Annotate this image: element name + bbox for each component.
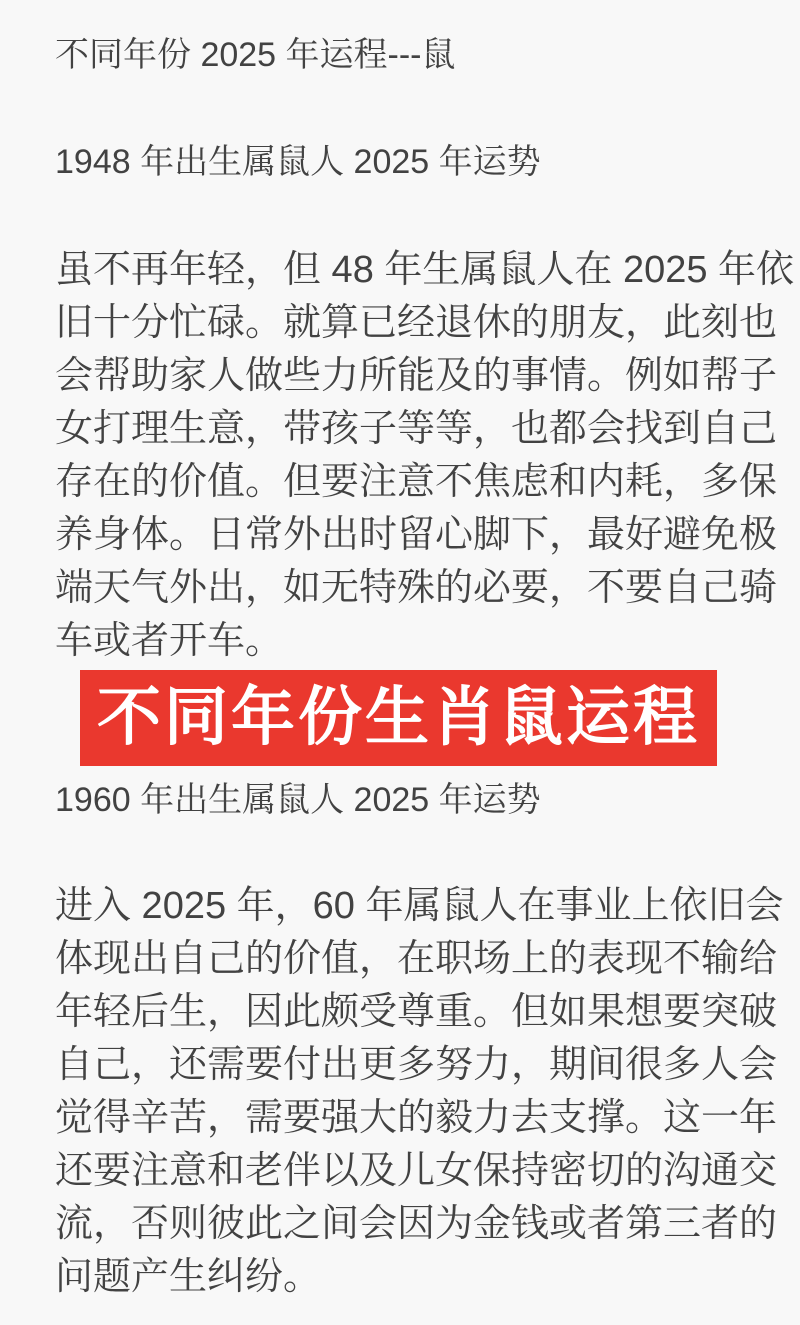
section-heading-1960: 1960 年出生属鼠人 2025 年运势 — [55, 781, 541, 819]
section-body-1948 — [55, 244, 795, 668]
body-line: 旧十分忙碌。就算已经退休的朋友，此刻也 — [55, 302, 778, 344]
body-line: 会帮助家人做些力所能及的事情。例如帮子 — [55, 355, 778, 397]
body-line: 问题产生纠纷。 — [55, 1256, 322, 1298]
body-line: 流，否则彼此之间会因为金钱或者第三者的 — [55, 1203, 778, 1245]
body-line: 虽不再年轻，但 48 年生属鼠人在 2025 年依 — [55, 249, 795, 291]
body-line: 存在的价值。但要注意不焦虑和内耗，多保 — [55, 461, 778, 503]
body-line: 觉得辛苦，需要强大的毅力去支撑。这一年 — [55, 1097, 778, 1139]
section-body-1960 — [55, 880, 784, 1304]
section-heading-1948: 1948 年出生属鼠人 2025 年运势 — [55, 143, 541, 181]
body-line: 年轻后生，因此颇受尊重。但如果想要突破 — [55, 991, 778, 1033]
body-line: 还要注意和老伴以及儿女保持密切的沟通交 — [55, 1150, 778, 1192]
body-line: 女打理生意，带孩子等等，也都会找到自己 — [55, 408, 778, 450]
article-content — [0, 33, 800, 1304]
body-line: 车或者开车。 — [55, 620, 284, 662]
body-line: 自己，还需要付出更多努力，期间很多人会 — [55, 1044, 778, 1086]
zodiac-rat-banner — [80, 670, 717, 766]
body-line: 养身体。日常外出时留心脚下，最好避免极 — [55, 514, 778, 556]
banner-title: 不同年份生肖鼠运程 — [97, 682, 700, 753]
article-title: 不同年份 2025 年运程---鼠 — [55, 36, 456, 74]
body-line: 端天气外出，如无特殊的必要，不要自己骑 — [55, 567, 778, 609]
body-line: 体现出自己的价值，在职场上的表现不输给 — [55, 938, 778, 980]
body-line: 进入 2025 年，60 年属鼠人在事业上依旧会 — [55, 885, 784, 927]
